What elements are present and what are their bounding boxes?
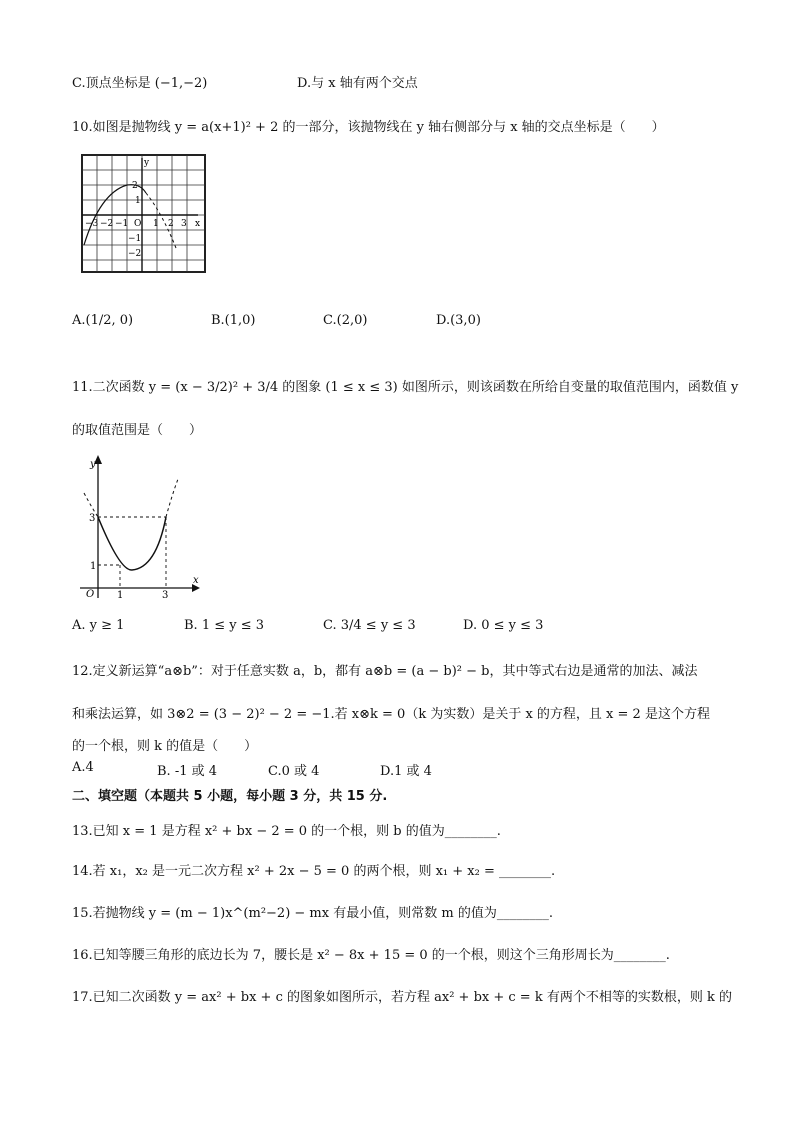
- q10-tick-y-1: 1: [135, 196, 141, 206]
- q16-text: 16.已知等腰三角形的底边长为 7，腰长是 x² − 8x + 15 = 0 的一个根，则这个三角形周长为________.: [72, 948, 670, 963]
- q10-tick-y-neg1: −1: [128, 234, 142, 244]
- q10-tick-x-neg1: −1: [115, 219, 129, 229]
- q10-x-label: x: [195, 219, 201, 229]
- q17-text: 17.已知二次函数 y = ax² + bx + c 的图象如图所示，若方程 ax² + bx + c = k 有两个不相等的实数根，则 k 的: [72, 990, 732, 1005]
- q11-tick-y-1: 1: [90, 561, 97, 572]
- q10-tick-x-3: 3: [181, 219, 187, 229]
- q13-text: 13.已知 x = 1 是方程 x² + bx − 2 = 0 的一个根，则 b 的值为________.: [72, 824, 501, 839]
- q15-text: 15.若抛物线 y = (m − 1)x^(m²−2) − mx 有最小值，则常数 m 的值为________.: [72, 906, 553, 921]
- q12-line1: 12.定义新运算“a⊗b”：对于任意实数 a，b，都有 a⊗b = (a − b)² − b，其中等式右边是通常的加法、减法: [72, 664, 698, 679]
- q10-tick-x-neg3: −3: [85, 219, 99, 229]
- q10-option-c: C.(2,0): [323, 313, 368, 328]
- q10-tick-y-2: 2: [132, 181, 138, 191]
- q10-option-b: B.(1,0): [211, 313, 256, 328]
- q11-parabola-graph: [74, 453, 202, 598]
- q11-x-label: x: [193, 575, 199, 586]
- q10-tick-x-2: 2: [168, 219, 174, 229]
- q10-option-a: A.(1/2, 0): [72, 313, 134, 328]
- q10-tick-y-neg2: −2: [128, 249, 142, 259]
- q12-line3: 的一个根，则 k 的值是（ ）: [72, 739, 258, 754]
- q9-option-d: D.与 x 轴有两个交点: [297, 76, 418, 91]
- q10-y-label: y: [144, 158, 150, 168]
- q11-tick-x-3: 3: [162, 590, 169, 598]
- q12-option-a: A.4: [72, 760, 94, 775]
- q11-y-label: y: [90, 459, 96, 470]
- q10-stem: 10.如图是抛物线 y = a(x+1)² + 2 的一部分，该抛物线在 y 轴右侧部分与 x 轴的交点坐标是（ ）: [72, 120, 665, 135]
- q11-origin-label: O: [86, 589, 95, 598]
- q11-tick-x-1: 1: [117, 590, 124, 598]
- q11-option-a: A. y ≥ 1: [72, 618, 125, 633]
- q14-text: 14.若 x₁，x₂ 是一元二次方程 x² + 2x − 5 = 0 的两个根，则 x₁ + x₂ = ________.: [72, 864, 556, 879]
- q12-option-b: B. -1 或 4: [157, 764, 218, 779]
- q11-option-d: D. 0 ≤ y ≤ 3: [463, 618, 544, 633]
- q12-option-c: C.0 或 4: [268, 764, 320, 779]
- q10-tick-x-1: 1: [153, 219, 159, 229]
- q12-line2: 和乘法运算，如 3⊗2 = (3 − 2)² − 2 = −1.若 x⊗k = 0（k 为实数）是关于 x 的方程，且 x = 2 是这个方程: [72, 707, 710, 722]
- q11-option-c: C. 3/4 ≤ y ≤ 3: [323, 618, 416, 633]
- q11-option-b: B. 1 ≤ y ≤ 3: [184, 618, 265, 633]
- q9-option-c: C.顶点坐标是 (−1,−2): [72, 76, 208, 91]
- q11-stem-line2: 的取值范围是（ ）: [72, 423, 203, 438]
- q10-origin-label: O: [134, 219, 142, 229]
- q11-tick-y-3: 3: [89, 513, 96, 524]
- q10-option-d: D.(3,0): [436, 313, 481, 328]
- q12-option-d: D.1 或 4: [380, 764, 432, 779]
- q11-stem-line1: 11.二次函数 y = (x − 3/2)² + 3/4 的图象 (1 ≤ x ≤ 3) 如图所示，则该函数在所给自变量的取值范围内，函数值 y: [72, 380, 739, 395]
- q10-tick-x-neg2: −2: [100, 219, 114, 229]
- section-fill-blank-heading: 二、填空题（本题共 5 小题，每小题 3 分，共 15 分.: [72, 789, 388, 804]
- q10-parabola-graph: [80, 153, 208, 275]
